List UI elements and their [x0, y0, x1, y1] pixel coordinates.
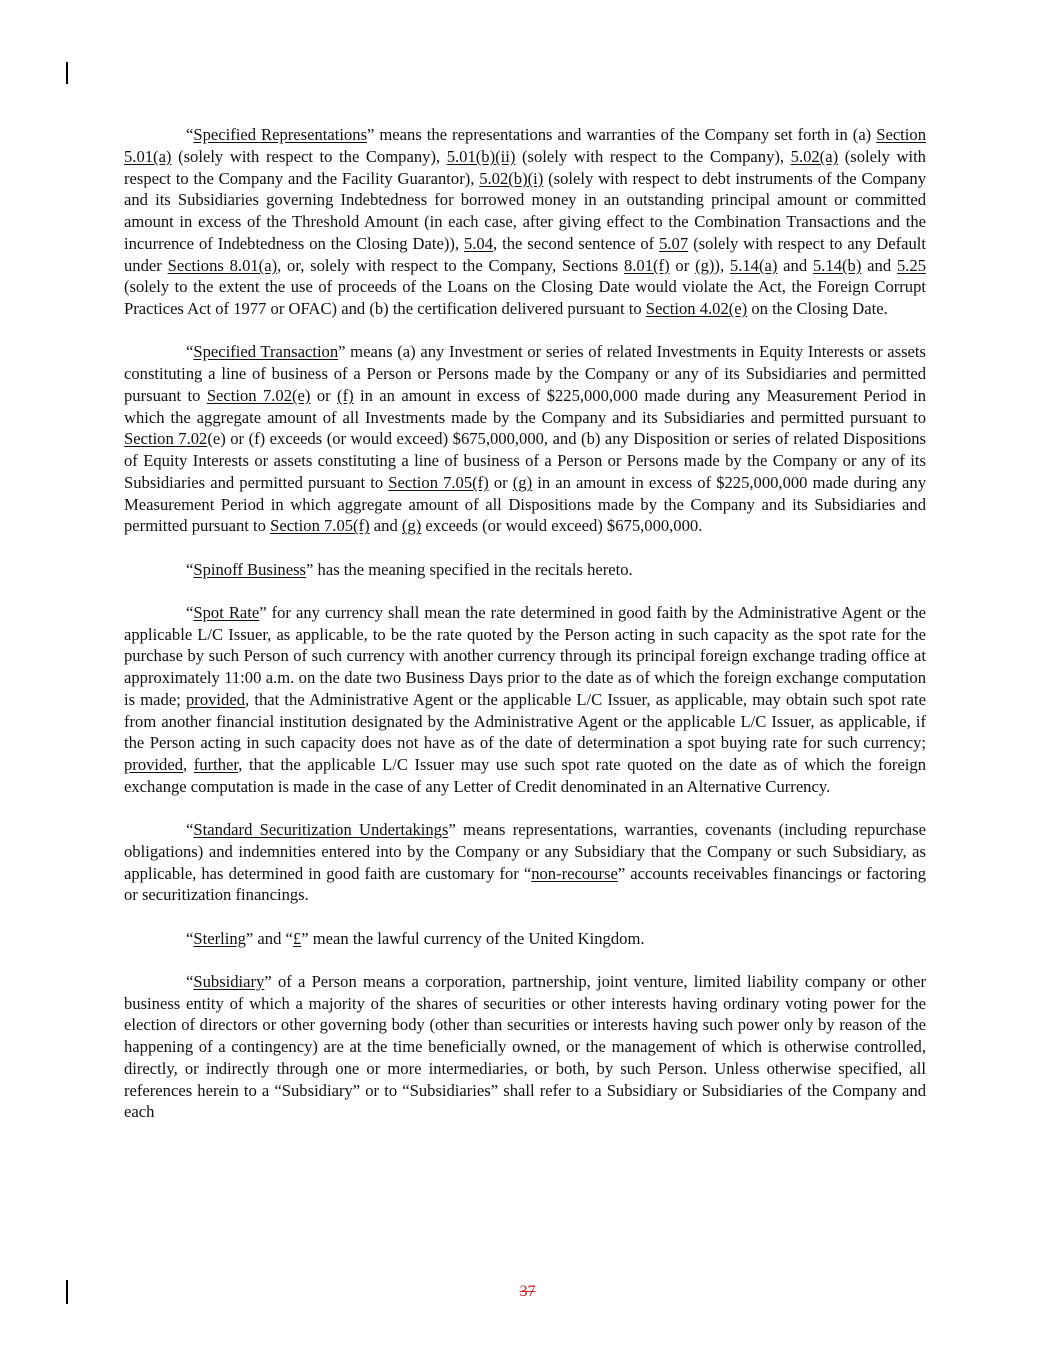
definition-text: and	[861, 255, 897, 275]
definitions-body	[124, 124, 926, 1145]
definition-text: (solely to the extent the use of proceeds of the Loans on the Closing Date would violate the Act, the Foreign Corrupt Practices Act of 1977 or OFAC) and (b) the certification delivered pursuant to	[124, 277, 926, 318]
cross-reference: 5.01(b)(ii)	[446, 146, 516, 166]
defined-term: Standard Securitization Undertakings	[193, 820, 449, 839]
cross-reference: Sections 8.01(a)	[167, 255, 278, 275]
definition-text: in an amount in excess of $225,000,000 made during any Measurement Period in which aggregate amount of all Dispositions made by the Company and its Subsidiaries and permitted pursuant to	[124, 472, 926, 536]
definition-text: (e) or (f) exceeds (or would exceed) $675,000,000, and (b) any Disposition or series of related Dispositions of Equity Interests or assets constituting a line of business of a Person or Persons made by the Company or any of its Subsidiaries and permitted pursuant to	[124, 429, 926, 492]
definition-text: (solely with respect to debt instruments of the Company and its Subsidiaries governing Indebtedness for borrowed money in an outstanding principal amount or committed amount in excess of the Threshold Amount (in each case, after giving effect to the Combination Transactions and the incurrence of Indebtedness on the Closing Date)),	[124, 168, 926, 253]
cross-reference: 5.02(a)	[790, 146, 839, 166]
definition-specified-transaction	[124, 341, 926, 537]
definition-text: , the second sentence of	[493, 233, 660, 253]
definition-text: “	[186, 125, 194, 144]
defined-term: Spinoff Business	[193, 559, 307, 579]
definition-text: “	[186, 559, 194, 579]
definition-text: “	[186, 820, 194, 839]
definition-text: or	[669, 255, 696, 275]
cross-reference: provided	[124, 755, 183, 774]
cross-reference: (g)	[401, 516, 422, 536]
change-bar-top	[66, 62, 68, 84]
definition-subsidiary	[124, 971, 926, 1123]
definition-standard-securitization-undertakings	[124, 819, 926, 906]
defined-term: Specified Transaction	[193, 342, 339, 362]
cross-reference: 5.02(b)(i)	[479, 168, 544, 188]
definition-text: or	[488, 472, 513, 492]
cross-reference: Section 7.05(f)	[270, 516, 370, 536]
definition-text: ” of a Person means a corporation, partnership, joint venture, limited liability company or other business entity of which a majority of the shares of securities or other interests having ordinary voting power for the election of directors or other governing body (other than securities or interests having such power only by reason of the happening of a contingency) are at the time beneficially owned, or the management of which is otherwise controlled, directly, or indirectly through one or more intermediaries, or both, by such Person. Unless otherwise specified, all references herein to a “Subsidiary” or to “Subsidiaries” shall refer to a Subsidiary or Subsidiaries of the Company and each	[124, 971, 926, 1122]
definition-text: ),	[714, 255, 730, 275]
cross-reference: 5.25	[896, 255, 926, 275]
cross-reference: 5.14(b)	[812, 255, 862, 275]
cross-reference: provided	[186, 689, 245, 709]
definition-text: (solely with respect to the Company),	[171, 146, 447, 166]
definition-text: (solely with respect to the Company and the Facility Guarantor),	[124, 146, 926, 188]
cross-reference: 5.14(a)	[729, 255, 778, 275]
definition-text: (solely with respect to the Company),	[515, 146, 791, 166]
cross-reference: (g)	[695, 255, 715, 275]
definition-text: in an amount in excess of $225,000,000 made during any Measurement Period in which the aggregate amount of all Investments made by the Company and its Subsidiaries and permitted pursuant to	[124, 385, 926, 427]
definition-text: ” means representations, warranties, covenants (including repurchase obligations) and indemnities entered into by the Company or any Subsidiary that the Company or such Subsidiary, as applicable, has determined in good faith are customary for “	[124, 820, 926, 883]
cross-reference: Section 4.02(e)	[645, 299, 748, 318]
defined-term: Sterling	[193, 928, 246, 948]
cross-reference: 8.01(f)	[623, 255, 670, 275]
page-number: 37	[519, 1283, 536, 1300]
definition-text: , that the applicable L/C Issuer may use such spot rate quoted on the date as of which the foreign exchange computation is made in the case of any Letter of Credit denominated in an Alternative Currency.	[124, 755, 927, 796]
definition-sterling	[124, 928, 926, 950]
cross-reference: Section 5.01(a)	[124, 125, 926, 166]
definition-text: ” means (a) any Investment or series of related Investments in Equity Interests or assets constituting a line of business of a Person or Persons made by the Company or any of its Subsidiaries and permitted pursuant to	[124, 342, 926, 405]
cross-reference: Section 7.02(e)	[206, 385, 311, 405]
definition-text: “	[186, 342, 194, 362]
definition-text: ” has the meaning specified in the recitals hereto.	[306, 559, 633, 579]
cross-reference: Section 7.05(f)	[388, 472, 489, 492]
cross-reference: Section 7.02	[124, 429, 208, 449]
definition-spot-rate	[124, 602, 926, 798]
defined-term: Specified Representations	[193, 125, 368, 144]
definition-text: or	[310, 385, 338, 405]
definition-text: ” accounts receivables financings or factoring or securitization financings.	[124, 863, 926, 905]
definition-text: ,	[183, 755, 194, 774]
defined-term: Subsidiary	[193, 971, 265, 991]
definition-text: and	[369, 516, 402, 536]
definition-text: “	[186, 602, 194, 622]
definition-text: ” for any currency shall mean the rate determined in good faith by the Administrative Agent or the applicable L/C Issuer, as applicable, to be the rate quoted by the Person acting in such capacity as the spot rate for the purchase by such Person of such currency with another currency through its principal foreign exchange trading office at approximately 11:00 a.m. on the date two Business Days prior to the date as of which the foreign exchange computation is made;	[124, 602, 926, 709]
cross-reference: 5.04	[463, 233, 494, 253]
defined-term: Spot Rate	[193, 602, 260, 622]
definition-text: on the Closing Date.	[747, 299, 888, 318]
cross-reference: (g)	[512, 472, 533, 492]
definition-text: and	[777, 255, 813, 275]
definition-spinoff-business	[124, 559, 926, 581]
definition-text: “	[186, 971, 194, 991]
definition-text: exceeds (or would exceed) $675,000,000.	[421, 516, 703, 536]
cross-reference: non-recourse	[531, 863, 618, 883]
definition-text: , or, solely with respect to the Company, Sections	[277, 255, 624, 275]
definition-specified-representations	[124, 124, 926, 320]
definition-text: “	[186, 928, 194, 948]
cross-reference: (f)	[337, 385, 354, 405]
definition-text: , that the Administrative Agent or the applicable L/C Issuer, as applicable, may obtain such spot rate from another financial institution designated by the Administrative Agent or the applicable L/C Issuer, as applicable, if the Person acting in such capacity does not have as of the date of determination a spot buying rate for such currency;	[124, 689, 926, 753]
cross-reference: £	[292, 928, 302, 948]
definition-text: (solely with respect to any Default under	[124, 233, 926, 275]
definition-text: ” and “	[245, 928, 293, 948]
cross-reference: 5.07	[659, 233, 689, 253]
cross-reference: further	[193, 755, 239, 774]
definition-text: ” means the representations and warranties of the Company set forth in (a)	[367, 125, 877, 144]
definition-text: ” mean the lawful currency of the United Kingdom.	[301, 928, 645, 948]
